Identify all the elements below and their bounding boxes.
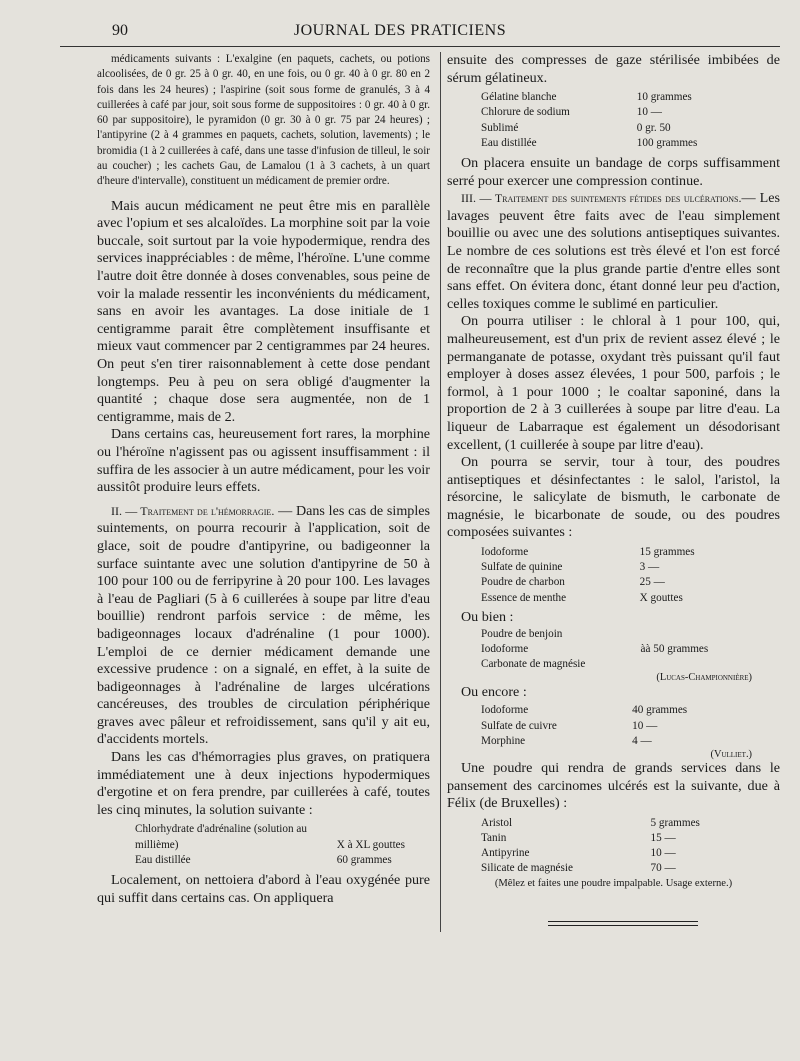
section-iii-heading: III. — Traitement des suintements fétides des ulcérations. — [461, 191, 742, 206]
formula-quantity: 40 grammes — [632, 704, 688, 717]
column-divider — [440, 52, 441, 932]
formula-quantity: àà 50 grammes — [640, 643, 709, 656]
formula-ingredient: Chlorure de sodium — [481, 106, 570, 119]
formula-ingredient: Iodoforme — [481, 546, 529, 559]
formula-ingredient: Eau distillée — [135, 853, 191, 866]
formula-ingredient: Sublimé — [481, 121, 519, 134]
opium-paragraph: Mais aucun médicament ne peut être mis en parallèle avec l'opium et ses alcaloïdes. La morphine soit par la voie buccale, soit surtout par la voie hypodermique, rendra des services inappréciables : de même, l'héroïne. L'une comme l'autre doit être donnée à doses convenables, sous peine de voir la malade ressentir les inconvénients du médicament, sans en avoir les avantages. La dose initiale de 1 centigramme parait être complètement insuffisante et mieux vaut commencer par 2 centigrammes par 24 heures. On peut s'en tirer raisonnablement à cette dose pendant longtemps. Peu à peu on sera obligé d'augmenter la quantité ; chaque dose sera augmentée, non de 1 centigramme, mais de 2. — [97, 197, 430, 425]
section-ii-heading: II. — Traitement de l'hémorragie. — [111, 503, 275, 518]
right-column — [447, 52, 780, 891]
chloral-paragraph: On pourra utiliser : le chloral à 1 pour 100, qui, malheureusement, est d'un prix de revient assez élevé ; le permanganate de potasse, oxydant très puissant qu'il faut employer à doses assez élevées, 1 pour 500, parfois ; le formol, à 1 pour 1000 ; le coaltar saponiné, dans la proportion de 2 à 3 cuillerées à soupe par litre d'eau. La liqueur de Labarraque est également un désodorisant excellent, (1 cuillerée à soupe par litre d'eau). — [447, 313, 780, 453]
formula-row — [481, 575, 743, 590]
local-cleaning-paragraph: Localement, on nettoiera d'abord à l'eau oxygénée pure qui suffit dans certains cas. On appliquera — [97, 872, 430, 906]
formula-quantity: 100 grammes — [636, 136, 698, 149]
formula-row — [481, 121, 743, 136]
formula-ingredient: Iodoforme — [481, 643, 529, 656]
formula-quantity: 15 grammes — [639, 546, 695, 559]
formula-ingredient: Gélatine blanche — [481, 91, 557, 104]
formula-ingredient: Silicate de magnésie — [481, 862, 573, 875]
formula-row — [481, 560, 743, 575]
adrenaline-formula — [135, 822, 405, 868]
formula-ingredient: Essence de menthe — [481, 591, 567, 604]
formula-quantity: 15 — — [650, 832, 676, 845]
section-iii-body: — Les lavages peuvent être faits avec de l'eau simplement bouillie ou avec une des solutions antiseptiques suivantes. Le nombre de ces solutions est très élevé et l'on est forcé de reconnaître que la plus grande partie d'entre elles sont sans effet. On évitera donc, étant donné leur peu d'action, celles toxiques comme le sublimé en particulier. — [447, 190, 780, 312]
formula-row — [481, 545, 743, 560]
section-ii-paragraph — [97, 503, 430, 749]
or-again-label: Ou encore : — [461, 684, 527, 701]
formula-row — [481, 816, 743, 831]
formula-ingredient: Antipyrine — [481, 847, 530, 860]
formula-quantity: 70 — — [650, 862, 676, 875]
formula-row — [481, 734, 743, 749]
hemorrhage-paragraph: Dans les cas d'hémorragies plus graves, on pratiquera immédiatement une à deux injections hypodermiques d'ergotine et on fera prendre, par cuillerées à café, toutes les cinq minutes, la solution suivante : — [97, 749, 430, 818]
end-rule-top — [548, 921, 698, 922]
formula-ingredient: Carbonate de magnésie — [481, 658, 586, 671]
formula-row — [135, 853, 405, 868]
header-rule — [60, 46, 780, 47]
formula-quantity: X gouttes — [639, 591, 683, 604]
formula-quantity: 10 grammes — [636, 91, 692, 104]
journal-title: JOURNAL DES PRATICIENS — [293, 22, 507, 39]
formula-ingredient: Iodoforme — [481, 704, 529, 717]
formula-row — [481, 846, 743, 861]
formula-ingredient: Aristol — [481, 816, 513, 829]
left-column — [97, 52, 430, 907]
formula-quantity: 10 — — [632, 719, 658, 732]
bandage-paragraph: On placera ensuite un bandage de corps suffisamment serré pour exercer une compression continue. — [447, 155, 780, 189]
medications-paragraph: médicaments suivants : L'exalgine (en paquets, cachets, ou potions alcoolisées, de 0 gr. 25 à 0 gr. 40, en une fois, ou 0 gr. 40 à 0 gr. 80 en 2 fois dans les 24 heures) ; l'aspirine (soit sous forme de granulés, 3 à 4 cuillerées à café par jour, soit sous forme de suppositoires : 0 gr. 40 à 0 gr. 60 par suppositoire), le pyramidon (0 gr. 30 à 0 gr. 75 par 24 heures) ; l'antipyrine (2 à 4 grammes en paquets, cachets, solution, lavements) ; le bromidia (1 à 2 cuillerées à café, dans une tasse d'infusion de tilleul, le soir au coucher) ; les cachets Gau, de Lamalou (1 à 3 cachets, à un quart d'heure d'intervalle), constituent un médicament de premier ordre. — [97, 53, 430, 188]
formula-row — [481, 831, 743, 846]
formula-ingredient: Chlorhydrate d'adrénaline (solution au millième) — [135, 823, 307, 851]
formula-quantity: 0 gr. 50 — [636, 121, 671, 134]
formula-attribution: (Lucas-Championnière) — [656, 672, 752, 684]
formula-quantity: X à XL gouttes — [336, 838, 405, 851]
formula-ingredient: Poudre de benjoin — [481, 627, 563, 640]
serum-formula — [481, 90, 743, 151]
formula-row — [481, 591, 743, 606]
formula-ingredient: Morphine — [481, 734, 526, 747]
formula-ingredient: Eau distillée — [481, 136, 537, 149]
formula-attribution: (Vulliet.) — [710, 749, 752, 761]
insufficient-paragraph: Dans certains cas, heureusement fort rares, la morphine ou l'héroïne n'agissent pas ou agissent insuffisamment : il suffira de les associer à un autre médicament, pour les voir aussitôt produire leurs effets. — [97, 426, 430, 496]
end-rule-bottom — [548, 925, 698, 926]
formula-ingredient: Poudre de charbon — [481, 576, 565, 589]
section-ii-body: — Dans les cas de simples suintements, on pourra recourir à l'application, soit de glace, soit de poudre d'antipyrine, ou badigeonner la surface suintante avec une solution d'antipyrine de 50 à 100 pour 100 ou de ferripyrine à 20 pour 100. Les lavages à l'eau de Pagliari (5 à 6 cuillerées à soupe par litre d'eau bouillie) rendront parfois service : de même, les badigeonnages locaux d'adrénaline (1 pour 1000). L'emploi de ce dernier médicament demande une excessive prudence : on a signalé, en effet, à la suite de badigeonnages à l'adrénaline de larges ulcérations cancéreuses, des troubles de circulation périphérique graves avec pâleur et refroidissement, sans qu'il y ait eu, d'accidents mortels. — [97, 502, 430, 748]
formula-row — [481, 719, 743, 734]
formula-quantity: 25 — — [639, 576, 665, 589]
formula-ingredient: Tanin — [481, 832, 507, 845]
formula-row — [481, 627, 743, 642]
formula-quantity: 5 grammes — [650, 816, 700, 829]
iodoform-formula — [481, 545, 743, 606]
benzoin-formula — [481, 627, 743, 673]
formula-row — [481, 105, 743, 120]
section-iii-paragraph — [447, 190, 780, 313]
formula-quantity: 3 — — [639, 561, 660, 574]
formula-quantity: 10 — — [636, 106, 662, 119]
formula-quantity: 4 — — [632, 734, 652, 747]
running-header — [0, 22, 800, 44]
formula-quantity: 60 grammes — [336, 853, 392, 866]
formula-row — [481, 90, 743, 105]
copper-formula — [481, 703, 743, 749]
formula-row — [481, 861, 743, 876]
formula-row — [481, 136, 743, 151]
formula-row — [135, 822, 405, 852]
or-else-label: Ou bien : — [461, 608, 514, 625]
formula-row — [481, 703, 743, 718]
formula-note: (Mêlez et faites une poudre impalpable. Usage externe.) — [494, 877, 733, 889]
formula-quantity: 10 — — [650, 847, 676, 860]
serum-paragraph: ensuite des compresses de gaze stérilisée imbibées de sérum gélatineux. — [447, 52, 780, 86]
formula-ingredient: Sulfate de quinine — [481, 561, 563, 574]
page-number: 90 — [112, 22, 128, 39]
powders-paragraph: On pourra se servir, tour à tour, des poudres antiseptiques et désinfectantes : le salol, l'aristol, la résorcine, le salicylate de bismuth, le carbonate de magnésie, le bicarbonate de soude, ou des poudres composées suivantes : — [447, 454, 780, 541]
aristol-formula — [481, 816, 743, 877]
felix-paragraph: Une poudre qui rendra de grands services dans le pansement des carcinomes ulcérés est la suivante, due à Félix (de Bruxelles) : — [447, 760, 780, 812]
formula-ingredient: Sulfate de cuivre — [481, 719, 557, 732]
